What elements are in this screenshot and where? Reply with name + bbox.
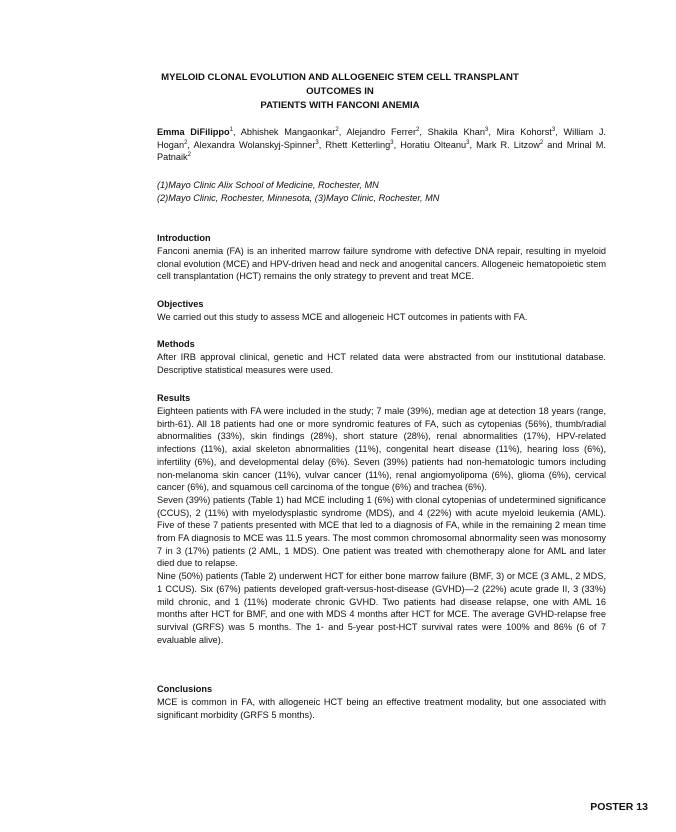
author-affiliation-mark: 3 xyxy=(390,139,394,146)
author-separator: , xyxy=(419,127,428,137)
author-affiliation-mark: 2 xyxy=(184,139,188,146)
author-separator: , xyxy=(318,139,326,150)
author-list xyxy=(157,126,606,164)
author-name: Alexandra Wolanskyj-Spinner xyxy=(193,139,316,150)
author-name: Mrinal M. Patnaik xyxy=(157,139,606,163)
affiliation-line-2: (2)Mayo Clinic, Rochester, Minnesota, (3)Mayo Clinic, Rochester, MN xyxy=(157,193,440,203)
poster-number: POSTER 13 xyxy=(590,801,648,813)
author-affiliation-mark: 1 xyxy=(229,126,233,133)
section-heading: Introduction xyxy=(157,233,211,243)
section-heading: Objectives xyxy=(157,299,204,309)
author-name: Emma DiFilippo xyxy=(157,127,230,137)
author-name: Mark R. Litzow xyxy=(476,139,540,150)
section-heading: Methods xyxy=(157,339,195,349)
author-affiliation-mark: 2 xyxy=(539,139,544,146)
section-introduction xyxy=(157,232,606,283)
section-methods xyxy=(157,338,606,376)
section-paragraph: Seven (39%) patients (Table 1) had MCE including 1 (6%) with clonal cytopenias of undetermined significance (CCUS), 2 (11%) with myelodysplastic syndrome (MDS), and 4 (22%) with acute myeloid leukemia (AML). Five of these 7 patients presented with MCE that led to a diagnosis of FA, while in the remaining 2 mean time from FA diagnosis to MCE was 11.5 years. The most common chromosomal abnormality seen was monosomy 7 in 3 (17%) patients (2 AML, 1 MDS). One patient was treated with chemotherapy alone for AML and later died due to relapse. xyxy=(157,494,606,569)
author-separator: , xyxy=(393,139,401,150)
title-line-1: MYELOID CLONAL EVOLUTION AND ALLOGENEIC STEM CELL TRANSPLANT OUTCOMES IN xyxy=(161,72,519,97)
author-separator: and xyxy=(543,139,567,150)
paper-title xyxy=(150,71,530,113)
author-separator: , xyxy=(187,139,194,150)
section-heading: Conclusions xyxy=(157,684,213,694)
section-paragraph: Fanconi anemia (FA) is an inherited marrow failure syndrome with defective DNA repair, resulting in myeloid clonal evolution (MCE) and HPV-driven head and neck and anogenital cancers. Allogeneic hematopoietic stem cell transplantation (HCT) remains the only strategy to prevent and treat MCE. xyxy=(157,246,606,282)
author-separator: , xyxy=(555,127,564,137)
section-paragraph: MCE is common in FA, with allogeneic HCT being an effective treatment modality, but one associated with significant morbidity (GRFS 5 months). xyxy=(157,697,606,720)
author-separator: , xyxy=(232,127,241,137)
author-name: Rhett Ketterling xyxy=(325,139,391,150)
section-objectives xyxy=(157,298,606,324)
author-affiliation-mark: 3 xyxy=(315,139,319,146)
author-affiliation-mark: 3 xyxy=(484,126,489,133)
section-paragraph: Eighteen patients with FA were included in the study; 7 male (39%), median age at detection 18 years (range, birth-61). All 18 patients had one or more syndromic features of FA, such as cytopenias (56%), thumb/radial abnormalities (33%), skin findings (28%), short stature (28%), renal abnormalities (17%), HPV-related infections (11%), axial skeleton abnormalities (11%), congenital heart disease (11%), hearing loss (6%), infertility (6%), and developmental delay (6%). Seven (39%) patients had non-hematologic tumors including non-melanoma skin cancer (11%), vulvar cancer (11%), renal angiomyolipoma (6%), glioma (6%), cervical cancer (6%), and squamous cell carcinoma of the tongue (6%) and trachea (6%). xyxy=(157,406,606,493)
affiliation-line-1: (1)Mayo Clinic Alix School of Medicine, Rochester, MN xyxy=(157,180,379,190)
author-affiliation-mark: 2 xyxy=(335,126,339,133)
author-separator: , xyxy=(488,127,497,137)
author-affiliation-mark: 2 xyxy=(416,126,420,133)
author-name: Mira Kohorst xyxy=(496,127,552,137)
section-heading: Results xyxy=(157,393,191,403)
section-paragraph: Nine (50%) patients (Table 2) underwent HCT for either bone marrow failure (BMF, 3) or MCE (3 AML, 2 MDS, 1 CCUS). Six (67%) patients developed graft-versus-host-disease (GVHD)—2 (22%) acute grade II, 3 (33%) mild chronic, and 1 (11%) moderate chronic GVHD. Two patients had disease relapse, one with AML 16 months after HCT for BMF, and one with MDS 4 months after HCT for MCE. The average GVHD-relapse free survival (GRFS) was 5 months. The 1- and 5-year post-HCT survival rates were 100% and 86% (6 of 7 evaluable alive). xyxy=(157,571,606,645)
author-affiliation-mark: 2 xyxy=(187,152,191,159)
author-name: Shakila Khan xyxy=(427,127,485,137)
author-name: Abhishek Mangaonkar xyxy=(240,127,336,137)
section-conclusions xyxy=(157,683,606,721)
author-affiliation-mark: 3 xyxy=(551,126,556,133)
author-affiliation-mark: 3 xyxy=(466,139,470,146)
author-name: Horatiu Olteanu xyxy=(400,139,467,150)
affiliations xyxy=(157,179,606,205)
author-name: Alejandro Ferrer xyxy=(346,127,417,137)
section-results xyxy=(157,392,606,646)
author-separator: , xyxy=(469,139,477,150)
section-paragraph: We carried out this study to assess MCE and allogeneic HCT outcomes in patients with FA. xyxy=(157,312,528,322)
author-name: William J. Hogan xyxy=(157,127,606,150)
section-paragraph: After IRB approval clinical, genetic and HCT related data were abstracted from our institutional database. Descriptive statistical measures were used. xyxy=(157,352,606,375)
title-line-2: PATIENTS WITH FANCONI ANEMIA xyxy=(260,100,420,111)
author-separator: , xyxy=(338,127,347,137)
